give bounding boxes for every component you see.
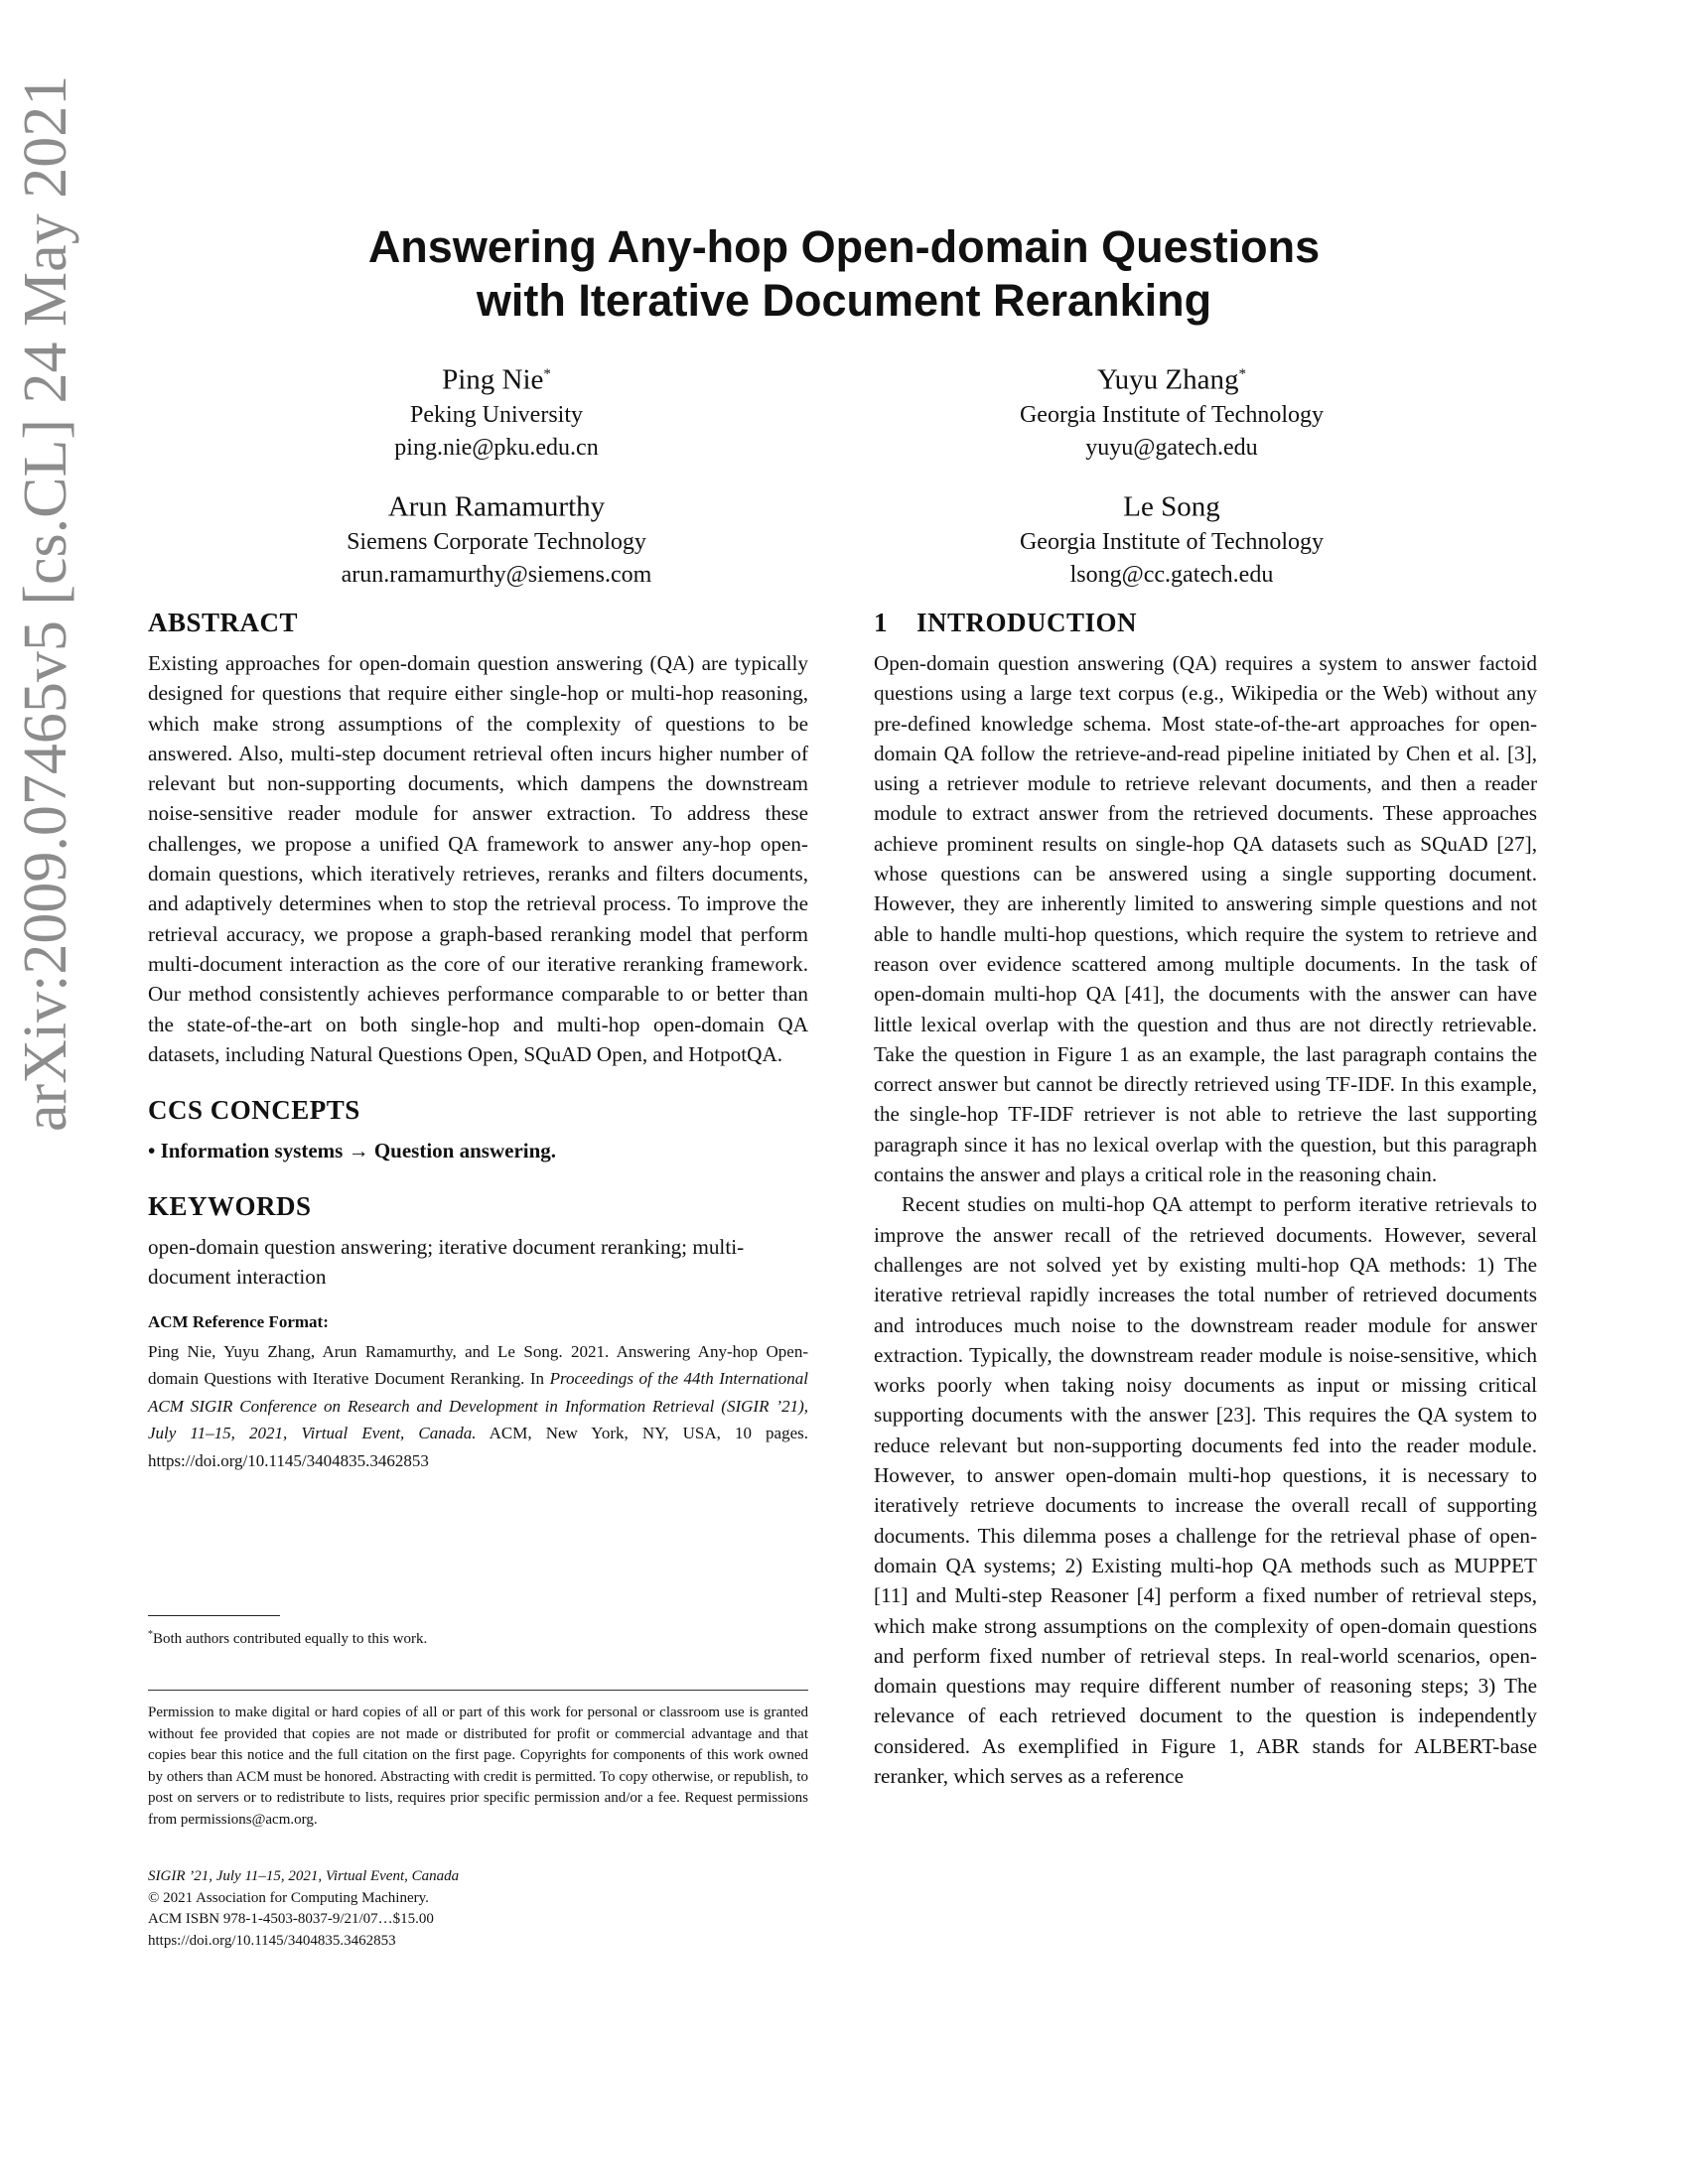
footnote-text: Both authors contributed equally to this work. — [153, 1631, 428, 1647]
footnote — [148, 1624, 808, 1650]
acm-reference-heading: ACM Reference Format: — [148, 1311, 329, 1331]
author-block-1 — [149, 355, 844, 465]
acm-reference-details: ACM, New York, NY, USA, 10 pages. https://doi.org/10.1145/3404835.3462853 — [148, 1424, 809, 1470]
abstract-text: Existing approaches for open-domain question answering (QA) are typically designed for questions that require either single-hop or multi-hop reasoning, which make strong assumptions of the complexity of questions to be answered. Also, multi-step document retrieval often incurs higher number of relevant but non-supporting documents, which dampens the downstream noise-sensitive reader module for answer extraction. To address these challenges, we propose a unified QA framework to answer any-hop open-domain questions, which iteratively retrieves, reranks and filters documents, and adaptively determines when to stop the retrieval process. To improve the retrieval accuracy, we propose a graph-based reranking model that perform multi-document interaction as the core of our iterative reranking framework. Our method consistently achieves performance comparable to or better than the state-of-the-art on both single-hop and multi-hop open-domain QA datasets, including Natural Questions Open, SQuAD Open, and HotpotQA. — [148, 651, 808, 1066]
isbn-line: ACM ISBN 978-1-4503-8037-9/21/07…$15.00 — [148, 1911, 434, 1928]
paper-title — [238, 220, 1450, 328]
copyright-line: © 2021 Association for Computing Machinery. — [148, 1889, 429, 1906]
abstract-heading: ABSTRACT — [148, 608, 299, 637]
ccs-heading: CCS CONCEPTS — [148, 1095, 360, 1126]
author-email: arun.ramamurthy@siemens.com — [341, 561, 652, 588]
acm-reference — [148, 1310, 808, 1475]
arxiv-identifier: arXiv:2009.07465v5 [cs.CL] 24 May 2021 — [12, 74, 79, 1132]
title-line-1: Answering Any-hop Open-domain Questions — [367, 221, 1321, 272]
author-affiliation: Georgia Institute of Technology — [1019, 401, 1325, 428]
author-name: Ping Nie — [442, 363, 544, 396]
author-email: yuyu@gatech.edu — [1085, 434, 1258, 461]
ccs-concept: • Information systems → Question answering. — [148, 1139, 557, 1163]
author-email: lsong@cc.gatech.edu — [1069, 561, 1274, 588]
author-affiliation: Peking University — [410, 401, 583, 428]
keywords-text: open-domain question answering; iterative document reranking; multi-document interaction — [148, 1235, 745, 1290]
author-block-3 — [149, 482, 844, 592]
acm-reference-venue: Proceedings of the 44th International ACM SIGIR Conference on Research and Development in Information Retrieval (SIGIR ’21), July 11–15, 2021, Virtual Event, Canada. — [148, 1369, 808, 1443]
right-column — [874, 608, 1537, 1791]
left-column — [148, 608, 808, 1474]
author-block-2 — [824, 355, 1519, 465]
author-affiliation: Georgia Institute of Technology — [1019, 528, 1325, 555]
permission-divider — [148, 1690, 808, 1691]
introduction-heading: 1 INTRODUCTION — [874, 608, 1138, 637]
equal-contribution-mark: * — [1238, 366, 1247, 382]
title-line-2: with Iterative Document Reranking — [476, 275, 1212, 326]
doi-line: https://doi.org/10.1145/3404835.3462853 — [148, 1932, 396, 1949]
keywords-heading: KEYWORDS — [148, 1191, 312, 1222]
footnote-divider — [148, 1615, 280, 1616]
author-affiliation: Siemens Corporate Technology — [347, 528, 646, 555]
author-email: ping.nie@pku.edu.cn — [394, 434, 599, 461]
footnote-mark: * — [148, 1629, 153, 1640]
author-name: Yuyu Zhang — [1096, 363, 1239, 396]
publication-info — [148, 1866, 808, 1952]
author-block-4 — [824, 482, 1519, 592]
equal-contribution-mark: * — [543, 366, 551, 382]
permission-notice: Permission to make digital or hard copies of all or part of this work for personal or classroom use is granted without fee provided that copies are not made or distributed for profit or commercial advantage and that copies bear this notice and the full citation on the first page. Copyrights for components of this work owned by others than ACM must be honored. Abstracting with credit is permitted. To copy otherwise, or republish, to post on servers or to redistribute to lists, requires prior specific permission and/or a fee. Request permissions from permissions@acm.org. — [148, 1705, 808, 1828]
intro-paragraph-2: Recent studies on multi-hop QA attempt to perform iterative retrievals to improve the answer recall of the retrieved documents. However, several challenges are not solved yet by existing multi-hop QA methods: 1) The iterative retrieval rapidly increases the total number of retrieved documents and introduces much noise to the downstream reader module for answer extraction. Typically, the downstream reader module is noise-sensitive, which works poorly when taking noisy documents as input or missing critical supporting documents with the answer [23]. This requires the QA system to reduce relevant but non-supporting documents fed into the reader module. However, to answer open-domain multi-hop questions, it is necessary to iteratively retrieve documents to increase the overall recall of supporting documents. This dilemma poses a challenge for the retrieval phase of open-domain QA systems; 2) Existing multi-hop QA methods such as MUPPET [11] and Multi-step Reasoner [4] perform a fixed number of retrieval steps, which make strong assumptions on the complexity of open-domain questions and perform fixed number of retrieval steps. In real-world scenarios, open-domain questions may require different number of reasoning steps; 3) The relevance of each retrieved document to the question is independently considered. As exemplified in Figure 1, ABR stands for ALBERT-base reranker, which serves as a reference — [874, 1192, 1537, 1788]
author-name: Le Song — [1123, 490, 1220, 523]
acm-reference-authors: Ping Nie, Yuyu Zhang, Arun Ramamurthy, and Le Song. 2021. Answering Any-hop Open-domain Questions with Iterative Document Reranking. In — [148, 1341, 808, 1389]
intro-paragraph-1: Open-domain question answering (QA) requires a system to answer factoid questions using a large text corpus (e.g., Wikipedia or the Web) without any pre-defined knowledge schema. Most state-of-the-art approaches for open-domain QA follow the retrieve-and-read pipeline initiated by Chen et al. [3], using a retriever module to retrieve relevant documents, and then a reader module to extract answer from the retrieved documents. These approaches achieve prominent results on single-hop QA datasets such as SQuAD [27], whose questions can be answered using a single supporting document. However, they are inherently limited to answering simple questions and not able to handle multi-hop questions, which require the system to retrieve and reason over evidence scattered among multiple documents. In the task of open-domain multi-hop QA [41], the documents with the answer can have little lexical overlap with the question and thus are not directly retrievable. Take the question in Figure 1 as an example, the last paragraph contains the correct answer but cannot be directly retrieved using TF-IDF. In this example, the single-hop TF-IDF retriever is not able to retrieve the last supporting paragraph since it has no lexical overlap with the question, but this paragraph contains the answer and plays a critical role in the reasoning chain. — [874, 651, 1537, 1187]
conference-line: SIGIR ’21, July 11–15, 2021, Virtual Event, Canada — [148, 1868, 460, 1884]
author-name: Arun Ramamurthy — [387, 490, 606, 523]
